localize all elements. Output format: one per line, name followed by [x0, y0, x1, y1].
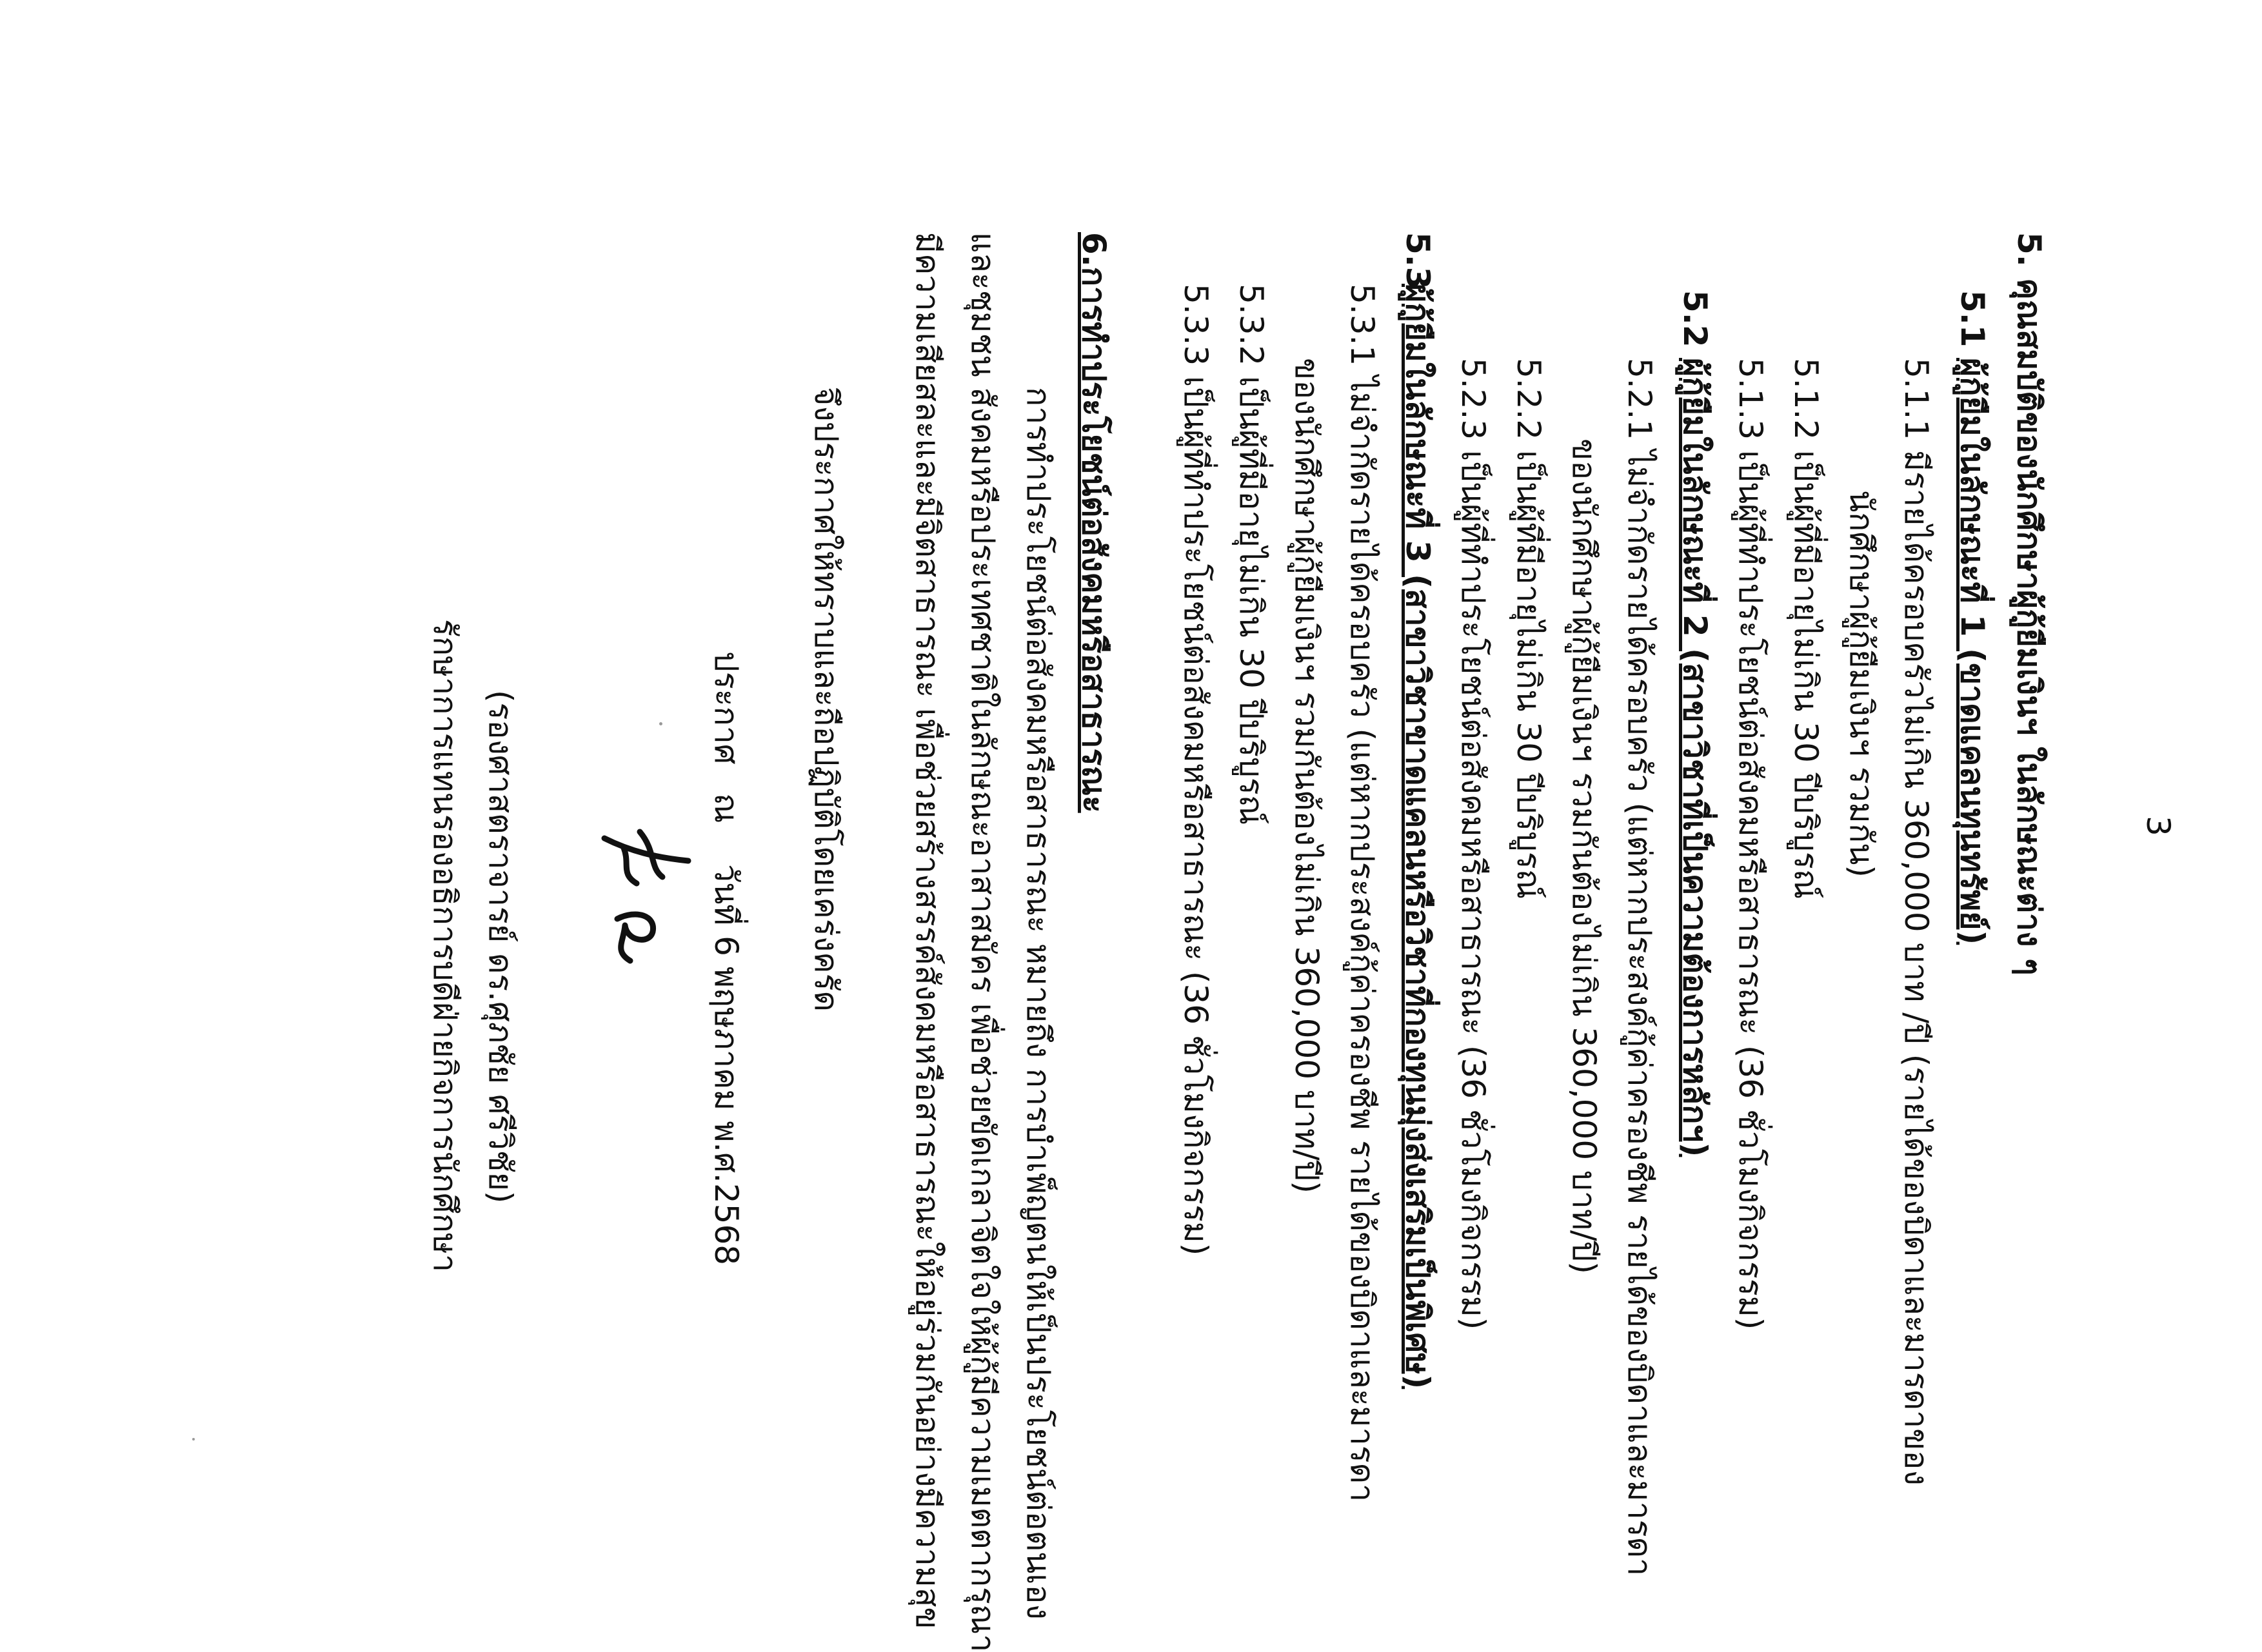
handwritten-signature: [591, 812, 701, 980]
item-5-1-1-cont: นักศึกษาผู้กู้ยืมเงินฯ รวมกัน): [1843, 490, 1880, 878]
item-5-3-1: 5.3.1 ไม่จำกัดรายได้ครอบครัว (แต่หากประสงค์กู้ค่าครองชีพ รายได้ของบิดาและมารดา: [1344, 284, 1381, 1502]
section-5-1-number: 5.1: [1954, 290, 1991, 348]
item-5-2-1-cont: ของนักศึกษาผู้กู้ยืมเงินฯ รวมกันต้องไม่เกิน 360,000 บาท/ปี): [1565, 438, 1603, 1274]
section-5-3-number: 5.3: [1399, 232, 1436, 290]
item-5-2-2: 5.2.2 เป็นผู้ที่มีอายุไม่เกิน 30 ปีบริบูรณ์: [1510, 358, 1547, 900]
scan-speck: [192, 1438, 195, 1441]
section-6-line-1: การทำประโยชน์ต่อสังคมหรือสาธารณะ หมายถึง การบำเพ็ญตนให้เป็นประโยชน์ต่อตนเอง: [1020, 387, 1057, 1620]
item-5-1-1: 5.1.1 มีรายได้ครอบครัวไม่เกิน 360,000 บาท /ปี (รายได้ของบิดาและมารดาของ: [1898, 358, 1935, 1486]
item-5-2-3: 5.2.3 เป็นผู้ที่ทำประโยชน์ต่อสังคมหรือสาธารณะ (36 ชั่วโมงกิจกรรม): [1454, 358, 1492, 1330]
item-5-3-3: 5.3.3 เป็นผู้ที่ทำประโยชน์ต่อสังคมหรือสาธารณะ (36 ชั่วโมงกิจกรรม): [1177, 284, 1215, 1256]
announce-label: ประกาศ: [708, 651, 745, 765]
section-6-line-2: และชุมชน สังคมหรือประเทศชาติในลักษณะอาสาสมัคร เพื่อช่วยขัดเกลาจิตใจให้ผู้กู้มีความเมตตากรุณา: [964, 232, 1002, 1652]
item-5-2-1: 5.2.1 ไม่จำกัดรายได้ครอบครัว (แต่หากประสงค์กู้ค่าครองชีพ รายได้ของบิดาและมารดา: [1621, 358, 1658, 1577]
item-5-3-2: 5.3.2 เป็นผู้ที่มีอายุไม่เกิน 30 ปีบริบูรณ์: [1233, 284, 1270, 825]
item-5-1-3: 5.1.3 เป็นผู้ที่ทำประโยชน์ต่อสังคมหรือสาธารณะ (36 ชั่วโมงกิจกรรม): [1732, 358, 1769, 1330]
section-5-2-heading: ผู้กู้ยืมในลักษณะที่ 2 (สาขาวิชาที่เป็นความต้องการหลักฯ): [1676, 358, 1714, 1157]
signer-position: รักษาการแทนรองอธิการบดีฝ่ายกิจการนักศึกษา: [426, 619, 464, 1272]
section-5-title: 5. คุณสมบัติของนักศึกษาผู้กู้ยืมเงินฯ ในลักษณะต่าง ๆ: [2010, 232, 2048, 976]
page-number: 3: [2139, 816, 2177, 836]
section-6-line-3: มีความเสียสละและมีจิตสาธารณะ เพื่อช่วยสร้างสรรค์สังคมหรือสาธารณะให้อยู่ร่วมกันอย่างมีความสุข: [909, 232, 946, 1629]
signer-name: (รองศาสตราจารย์ ดร.ศุภชัย ศรีวิชัย): [482, 690, 519, 1204]
section-5-2-number: 5.2: [1676, 290, 1714, 348]
item-5-1-2: 5.1.2 เป็นผู้ที่มีอายุไม่เกิน 30 ปีบริบูรณ์: [1787, 358, 1825, 900]
scan-speck: [659, 722, 662, 725]
announce-at: ณ: [708, 793, 745, 823]
announce-date: วันที่ 6 พฤษภาคม พ.ศ.2568: [708, 864, 745, 1266]
item-5-3-1-cont: ของนักศึกษาผู้กู้ยืมเงินฯ รวมกันต้องไม่เกิน 360,000 บาท/ปี): [1288, 358, 1325, 1194]
closing-statement: จึงประกาศให้ทราบและถือปฏิบัติโดยเคร่งครัด: [808, 387, 845, 1012]
section-6-title: 6.การทำประโยชน์ต่อสังคมหรือสาธารณะ: [1075, 232, 1113, 813]
section-5-1-heading: ผู้กู้ยืมในลักษณะที่ 1 (ขาดแคลนทุนทรัพย์): [1954, 358, 1991, 945]
section-5-3-heading: ผู้กู้ยืมในลักษณะที่ 3 (สาขาวิชาขาดแคลนหรือวิชาที่กองทุนมุ่งส่งเสริมเป็นพิเศษ): [1399, 284, 1436, 1390]
